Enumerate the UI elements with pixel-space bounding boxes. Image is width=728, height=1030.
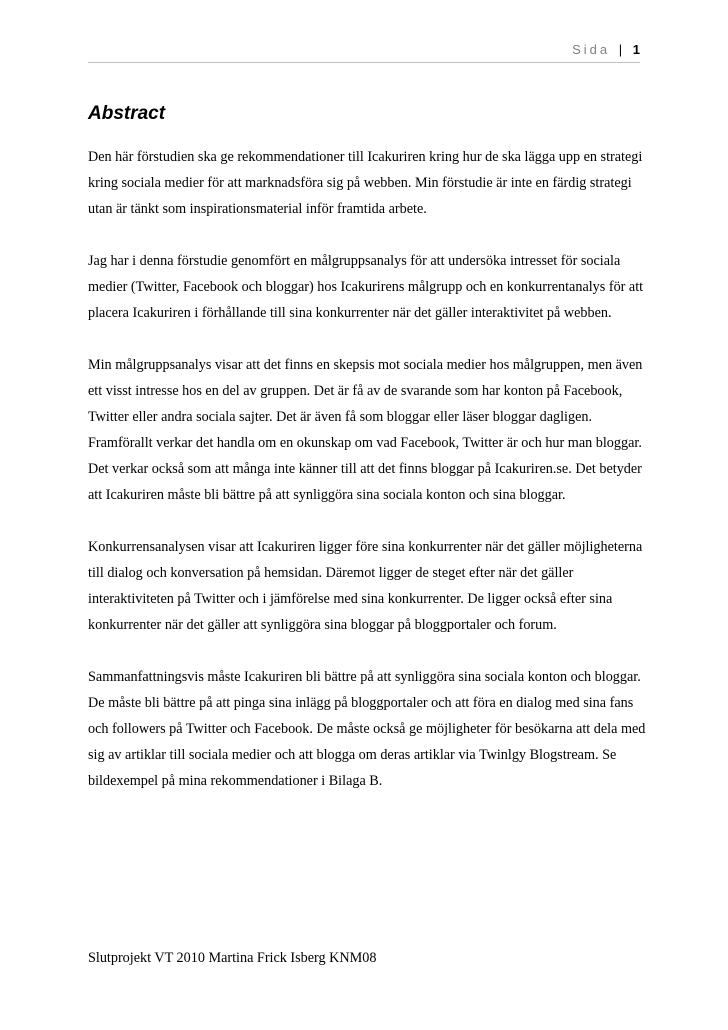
paragraph: Den här förstudien ska ge rekommendationer till Icakuriren kring hur de ska lägga upp en strategi kring sociala medier för att marknadsföra sig på webben. Min förstudie är inte en färdig strategi utan är tänkt som inspirationsmaterial inför framtida arbete.	[88, 149, 643, 217]
abstract-body	[88, 144, 648, 820]
page-number: 1	[632, 42, 640, 57]
page-footer: Slutprojekt VT 2010 Martina Frick Isberg KNM08	[88, 950, 377, 966]
header-rule	[88, 62, 640, 63]
paragraph: Sammanfattningsvis måste Icakuriren bli bättre på att synliggöra sina sociala konton och bloggar. De måste bli bättre på att pinga sina inlägg på bloggportaler och att föra en dialog med sina fans och followers på Twitter och Facebook. De måste också ge möjligheter för besökarna att dela med sig av artiklar till sociala medier och att blogga om deras artiklar via Twinlgy Blogstream. Se bildexempel på mina rekommendationer i Bilaga B.	[88, 669, 646, 789]
header-separator: |	[618, 42, 623, 57]
paragraph: Konkurrensanalysen visar att Icakuriren ligger före sina konkurrenter när det gäller möjligheterna till dialog och konversation på hemsidan. Däremot ligger de steget efter när det gäller interaktiviteten på Twitter och i jämförelse med sina konkurrenter. De ligger också efter sina konkurrenter när det gäller att synliggöra sina bloggar på bloggportaler och forum.	[88, 539, 643, 633]
section-title: Abstract	[88, 103, 166, 124]
paragraph: Min målgruppsanalys visar att det finns en skepsis mot sociala medier hos målgruppen, men även ett visst intresse hos en del av gruppen. Det är få av de svarande som har konton på Facebook, Twitter eller andra sociala sajter. Det är även få som bloggar eller läser bloggar dagligen. Framförallt verkar det handla om en okunskap om vad Facebook, Twitter är och hur man bloggar. Det verkar också som att många inte känner till att det finns bloggar på Icakuriren.se. Det betyder att Icakuriren måste bli bättre på att synliggöra sina sociala konton och sina bloggar.	[88, 357, 643, 503]
paragraph: Jag har i denna förstudie genomfört en målgruppsanalys för att undersöka intresset för sociala medier (Twitter, Facebook och bloggar) hos Icakurirens målgrupp och en konkurrentanalys för att placera Icakuriren i förhållande till sina konkurrenter när det gäller interaktivitet på webben.	[88, 253, 644, 321]
page-label: Sida	[572, 42, 611, 57]
page-header	[572, 42, 640, 57]
